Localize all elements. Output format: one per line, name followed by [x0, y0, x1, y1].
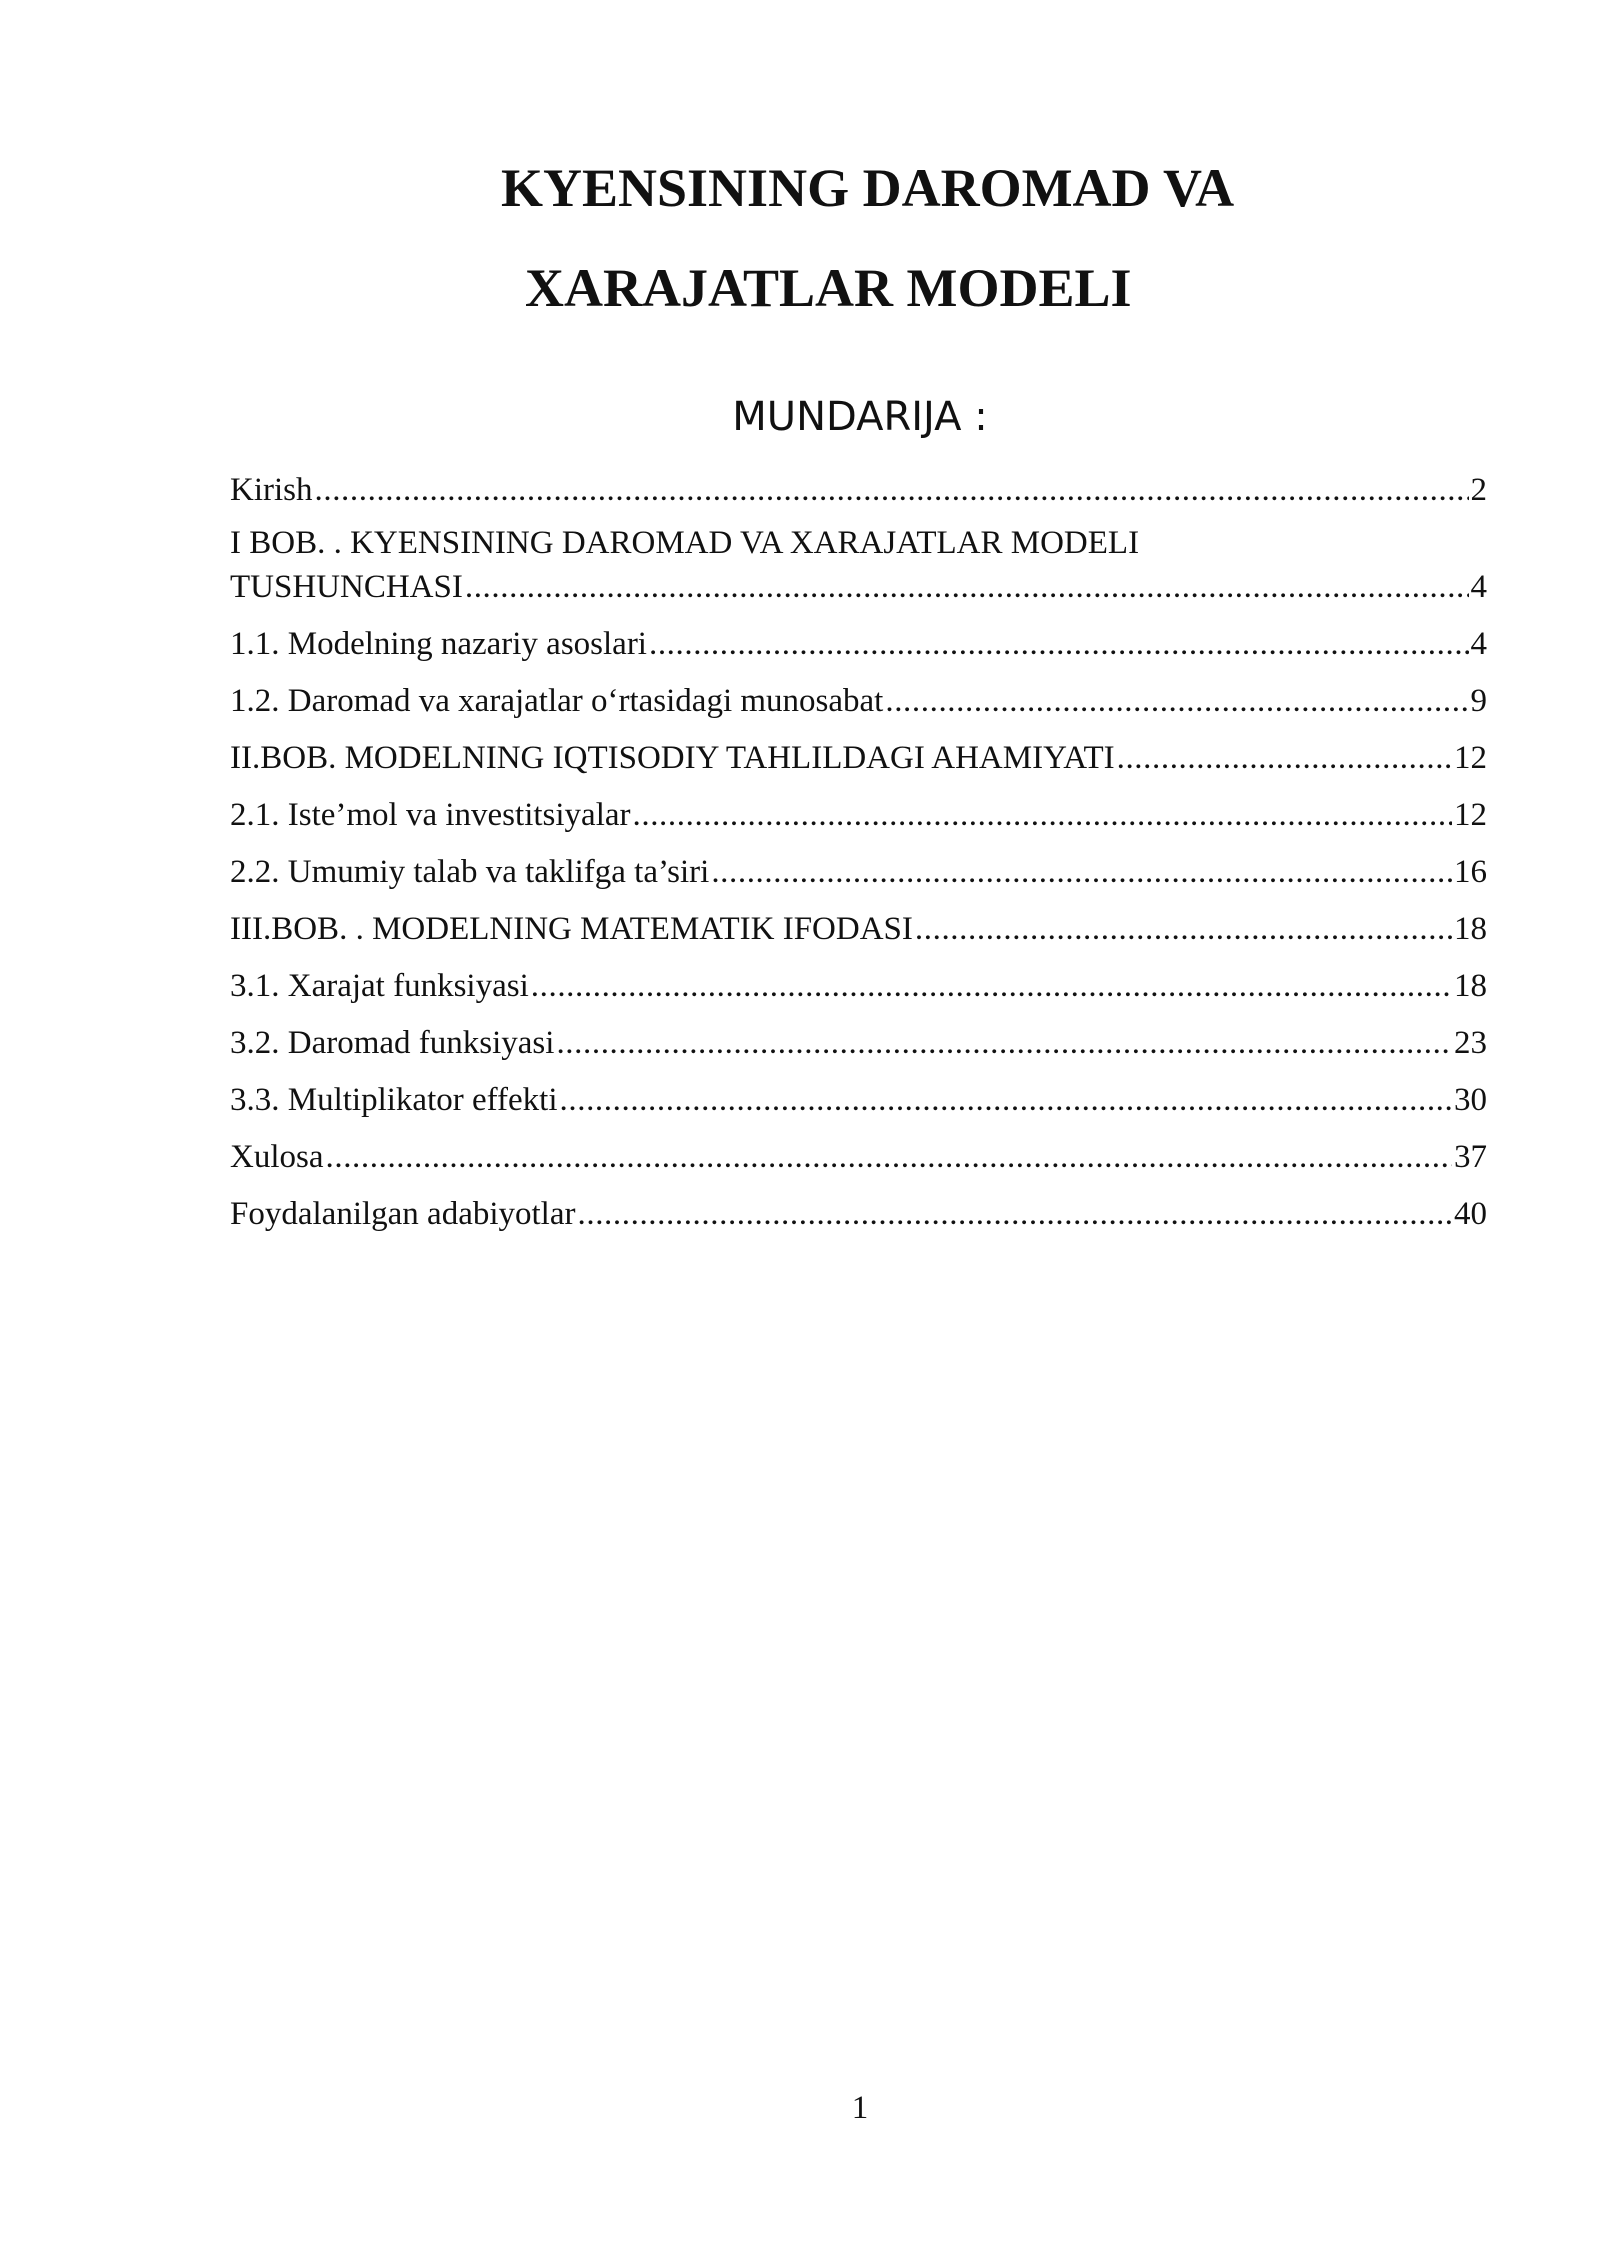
- toc-leader-dots: [633, 796, 1453, 834]
- toc-entry[interactable]: [230, 891, 1487, 948]
- toc-entry-page: 12: [1454, 797, 1487, 833]
- toc-entry[interactable]: [230, 720, 1487, 777]
- toc-entry[interactable]: [230, 777, 1487, 834]
- toc-entry-title: 2.1. Iste’mol va investitsiyalar: [230, 797, 631, 833]
- toc-entry-page: 16: [1454, 854, 1487, 890]
- toc-entry[interactable]: [230, 1005, 1487, 1062]
- toc-entry[interactable]: [230, 948, 1487, 1005]
- toc-entry-title: Foydalanilgan adabiyotlar: [230, 1196, 576, 1232]
- toc-entry-title: Kirish: [230, 472, 313, 508]
- toc-entry[interactable]: [230, 834, 1487, 891]
- toc-entry-title: 3.2. Daromad funksiyasi: [230, 1025, 555, 1061]
- toc-entry[interactable]: [230, 1119, 1487, 1176]
- toc-entry-title-line-1: I BOB. . KYENSINING DAROMAD VA XARAJATLAR MODELI: [230, 525, 1140, 561]
- toc-entry[interactable]: [230, 509, 1487, 606]
- toc-entry-page: 18: [1454, 968, 1487, 1004]
- document-title-line-1: KYENSINING DAROMAD VA: [501, 158, 1235, 218]
- toc-entry-page: 9: [1470, 683, 1487, 719]
- toc-leader-dots: [649, 625, 1469, 663]
- toc-leader-dots: [556, 1024, 1452, 1062]
- toc-entry-page: 2: [1470, 472, 1487, 508]
- toc-leader-dots: [531, 967, 1452, 1005]
- toc-entry-page: 4: [1470, 569, 1487, 605]
- toc-entry-title: 1.1. Modelning nazariy asoslari: [230, 626, 647, 662]
- toc-leader-dots: [915, 910, 1452, 948]
- toc-leader-dots: [578, 1195, 1453, 1233]
- toc-entry-title: III.BOB. . MODELNING MATEMATIK IFODASI: [230, 911, 913, 947]
- toc-leader-dots: [465, 568, 1469, 606]
- toc-entry-page: 4: [1470, 626, 1487, 662]
- toc-entry[interactable]: [230, 663, 1487, 720]
- toc-leader-dots: [315, 471, 1469, 509]
- toc-entry-page: 23: [1454, 1025, 1487, 1061]
- toc-entry-title: TUSHUNCHASI: [230, 569, 463, 605]
- toc-entry-page: 40: [1454, 1196, 1487, 1232]
- toc-entry-title: 3.1. Xarajat funksiyasi: [230, 968, 529, 1004]
- toc-entry[interactable]: [230, 1176, 1487, 1233]
- toc-entry-title: Xulosa: [230, 1139, 324, 1175]
- table-of-contents: [230, 452, 1487, 1233]
- toc-leader-dots: [711, 853, 1452, 891]
- toc-entry[interactable]: [230, 606, 1487, 663]
- toc-leader-dots: [326, 1138, 1453, 1176]
- toc-entry-page: 30: [1454, 1082, 1487, 1118]
- toc-leader-dots: [560, 1081, 1452, 1119]
- toc-leader-dots: [885, 682, 1468, 720]
- page-number: 1: [851, 2090, 869, 2126]
- toc-entry-page: 37: [1454, 1139, 1487, 1175]
- toc-entry-page: 12: [1454, 740, 1487, 776]
- document-title-line-2: XARAJATLAR MODELI: [525, 258, 1132, 318]
- toc-heading: MUNDARIJA :: [732, 394, 988, 440]
- toc-entry-title: II.BOB. MODELNING IQTISODIY TAHLILDAGI AHAMIYATI: [230, 740, 1115, 776]
- toc-entry-page: 18: [1454, 911, 1487, 947]
- toc-entry-title: 2.2. Umumiy talab va taklifga ta’siri: [230, 854, 710, 890]
- toc-entry-title: 3.3. Multiplikator effekti: [230, 1082, 558, 1118]
- toc-leader-dots: [1117, 739, 1452, 777]
- toc-entry[interactable]: [230, 1062, 1487, 1119]
- toc-entry[interactable]: [230, 452, 1487, 509]
- toc-entry-title: 1.2. Daromad va xarajatlar o‘rtasidagi munosabat: [230, 683, 884, 719]
